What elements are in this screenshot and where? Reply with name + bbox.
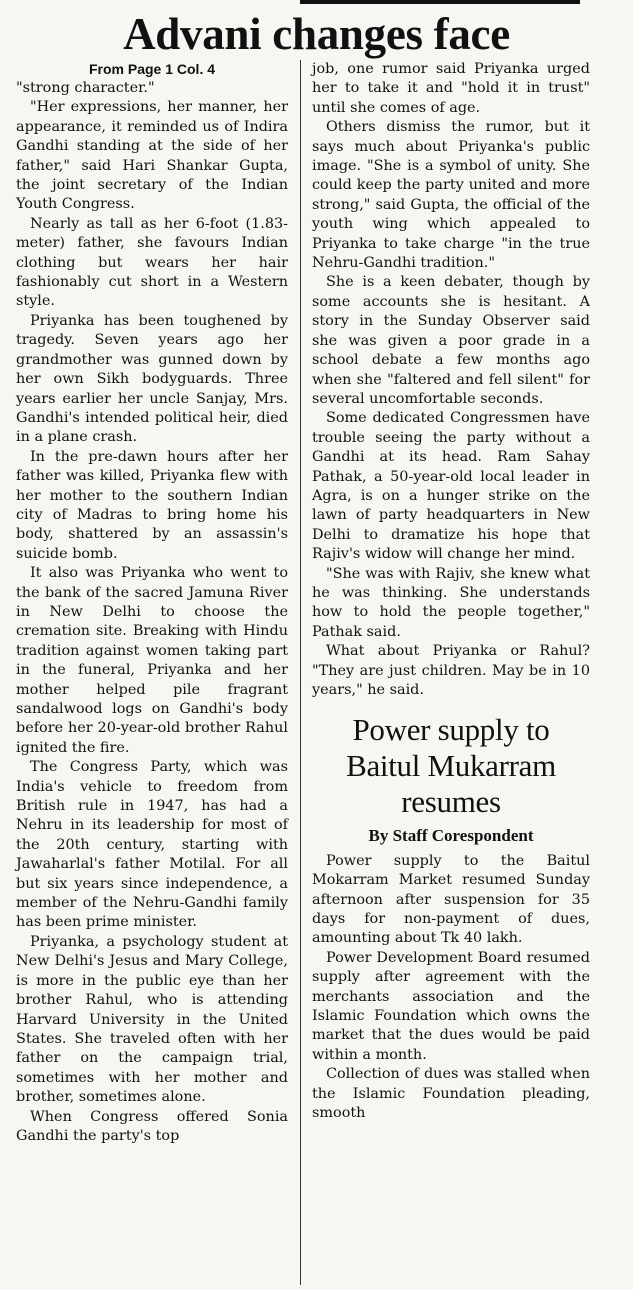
column-divider — [300, 60, 301, 1285]
article-paragraph: Power Development Board resumed supply after agreement with the merchants association and the Islamic Foundation which owns the market that the dues would be paid within a month. — [312, 949, 590, 1063]
article-paragraph: The Congress Party, which was India's vehicle to freedom from British rule in 1947, has had a Nehru in its leadership for most of the 20th century, starting with Jawaharlal's father Motilal. For all but six years since independence, a member of the Nehru-Gandhi family has been prime minister. — [16, 759, 288, 931]
article-paragraph: Collection of dues was stalled when the Islamic Foundation pleading, smooth — [312, 1066, 590, 1122]
article-paragraph: In the pre-dawn hours after her father was killed, Priyanka flew with her mother to the southern Indian city of Madras to bring home his body, shattered by an assassin's suicide bomb. — [16, 448, 288, 562]
article-paragraph: Some dedicated Congressmen have trouble seeing the party without a Gandhi at its head. Ram Sahay Pathak, a 50-year-old local leader in Agra, is on a hunger strike on the lawn of party headquarters in New Delhi to dramatize his hope that Rajiv's widow will change her mind. — [312, 410, 590, 563]
article-paragraph: "She was with Rajiv, she knew what he was thinking. She understands how to hold the people together," Pathak said. — [312, 565, 590, 640]
article-paragraph: Power supply to the Baitul Mokarram Market resumed Sunday afternoon after suspension for 35 days for non-payment of dues, amounting about Tk 40 lakh. — [312, 852, 590, 947]
left-column — [16, 60, 288, 1146]
article-paragraph: "Her expressions, her manner, her appearance, it reminded us of Indira Gandhi standing at the side of her father," said Hari Shankar Gupta, the joint secretary of the Indian Youth Congress. — [16, 99, 288, 213]
right-column — [312, 60, 590, 1124]
article-paragraph: Priyanka has been toughened by tragedy. Seven years ago her grandmother was gunned down by her own Sikh bodyguards. Three years earlier her uncle Sanjay, Mrs. Gandhi's intended political heir, died in a plane crash. — [16, 312, 288, 446]
page-headline: Advani changes face — [123, 9, 510, 59]
byline: By Staff Corespondent — [368, 826, 534, 846]
article-paragraph: Nearly as tall as her 6-foot (1.83-meter) father, she favours Indian clothing but wears her hair fashionably cut short in a Western style. — [16, 215, 288, 310]
article-paragraph: Others dismiss the rumor, but it says much about Priyanka's public image. "She is a symbol of unity. She could keep the party united and more strong," said Gupta, the official of the youth wing which appealed to Priyanka to take charge "in the true Nehru-Gandhi tradition." — [312, 119, 590, 272]
article-paragraph: Priyanka, a psychology student at New Delhi's Jesus and Mary College, is more in the public eye than her brother Rahul, who is attending Harvard University in the United States. She traveled often with her father on the campaign trial, sometimes with her mother and brother, sometimes alone. — [16, 933, 288, 1106]
article-paragraph: What about Priyanka or Rahul? "They are just children. May be in 10 years," he said. — [312, 643, 590, 698]
article-paragraph: job, one rumor said Priyanka urged her to take it and "hold it in trust" until she comes of age. — [312, 61, 590, 116]
article-paragraph: She is a keen debater, though by some accounts she is hesitant. A story in the Sunday Observer said she was given a poor grade in a school debate a few months ago when she "faltered and fell silent" for several uncomfortable seconds. — [312, 274, 590, 407]
article-paragraph: When Congress offered Sonia Gandhi the party's top — [16, 1108, 288, 1144]
jump-line: From Page 1 Col. 4 — [88, 61, 216, 77]
top-rule — [300, 0, 580, 4]
story-headline: Power supply to Baitul Mukarram resumes — [346, 712, 556, 820]
article-paragraph: "strong character." — [16, 80, 155, 96]
article-paragraph: It also was Priyanka who went to the bank of the sacred Jamuna River in New Delhi to choose the cremation site. Breaking with Hindu tradition against women taking part in the funeral, Priyanka and her mother helped pile fragrant sandalwood logs on Gandhi's body before her 20-year-old brother Rahul ignited the fire. — [16, 565, 288, 756]
